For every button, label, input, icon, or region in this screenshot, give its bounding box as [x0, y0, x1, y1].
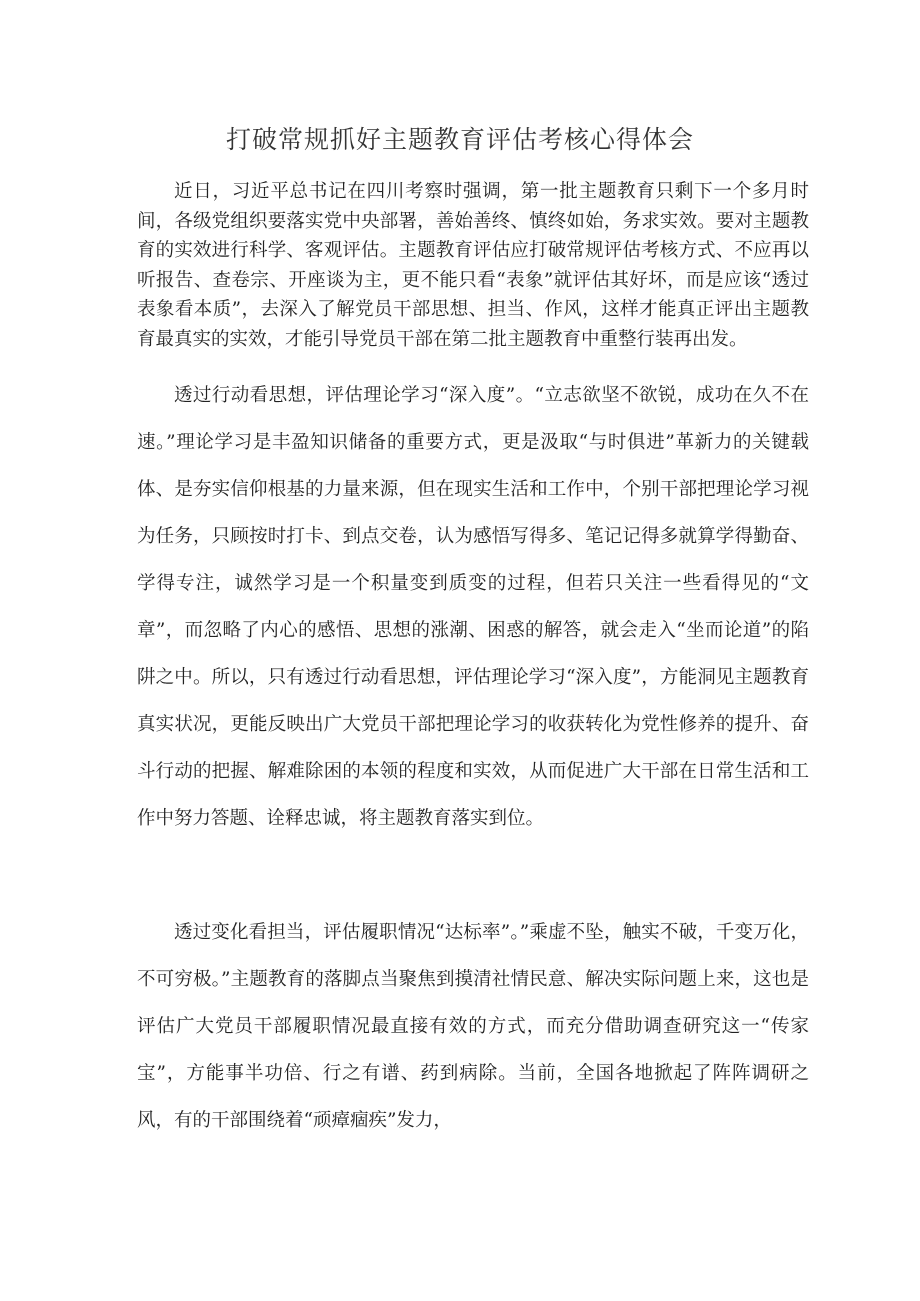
document-title: 打破常规抓好主题教育评估考核心得体会 [225, 125, 694, 154]
paragraph-theory-study: 透过行动看思想，评估理论学习“深入度”。“立志欲坚不欲锐，成功在久不在速。”理论学习是丰盈知识储备的重要方式，更是汲取“与时俱进”革新力的关键载体、是夯实信仰根基的力量来源，但在现实生活和工作中，个别干部把理论学习视为任务，只顾按时打卡、到点交卷，认为感悟写得多、笔记记得多就算学得勤奋、学得专注，诚然学习是一个积量变到质变的过程，但若只关注一些看得见的“文章”，而忽略了内心的感悟、思想的涨潮、困惑的解答，就会走入“坐而论道”的陷阱之中。所以，只有透过行动看思想，评估理论学习“深入度”，方能洞见主题教育真实状况，更能反映出广大党员干部把理论学习的收获转化为党性修养的提升、奋斗行动的把握、解难除困的本领的程度和实效，从而促进广大干部在日常生活和工作中努力答题、诠释忠诚，将主题教育落实到位。 [137, 385, 809, 829]
paragraph-intro: 近日，习近平总书记在四川考察时强调，第一批主题教育只剩下一个多月时间，各级党组织要落实党中央部署，善始善终、慎终如始，务求实效。要对主题教育的实效进行科学、客观评估。主题教育评估应打破常规评估考核方式、不应再以听报告、查卷宗、开座谈为主，更不能只看“表象”就评估其好坏，而是应该“透过表象看本质”，去深入了解党员干部思想、担当、作风，这样才能真正评出主题教育最真实的实效，才能引导党员干部在第二批主题教育中重整行装再出发。 [137, 181, 809, 350]
paragraph-duty-performance: 透过变化看担当，评估履职情况“达标率”。”乘虚不坠，触实不破，千变万化，不可穷极。”主题教育的落脚点当聚焦到摸清社情民意、解决实际问题上来，这也是评估广大党员干部履职情况最直接有效的方式，而充分借助调查研究这一“传家宝”，方能事半功倍、行之有谱、药到病除。当前，全国各地掀起了阵阵调研之风，有的干部围绕着“顽瘴痼疾”发力， [137, 922, 809, 1131]
